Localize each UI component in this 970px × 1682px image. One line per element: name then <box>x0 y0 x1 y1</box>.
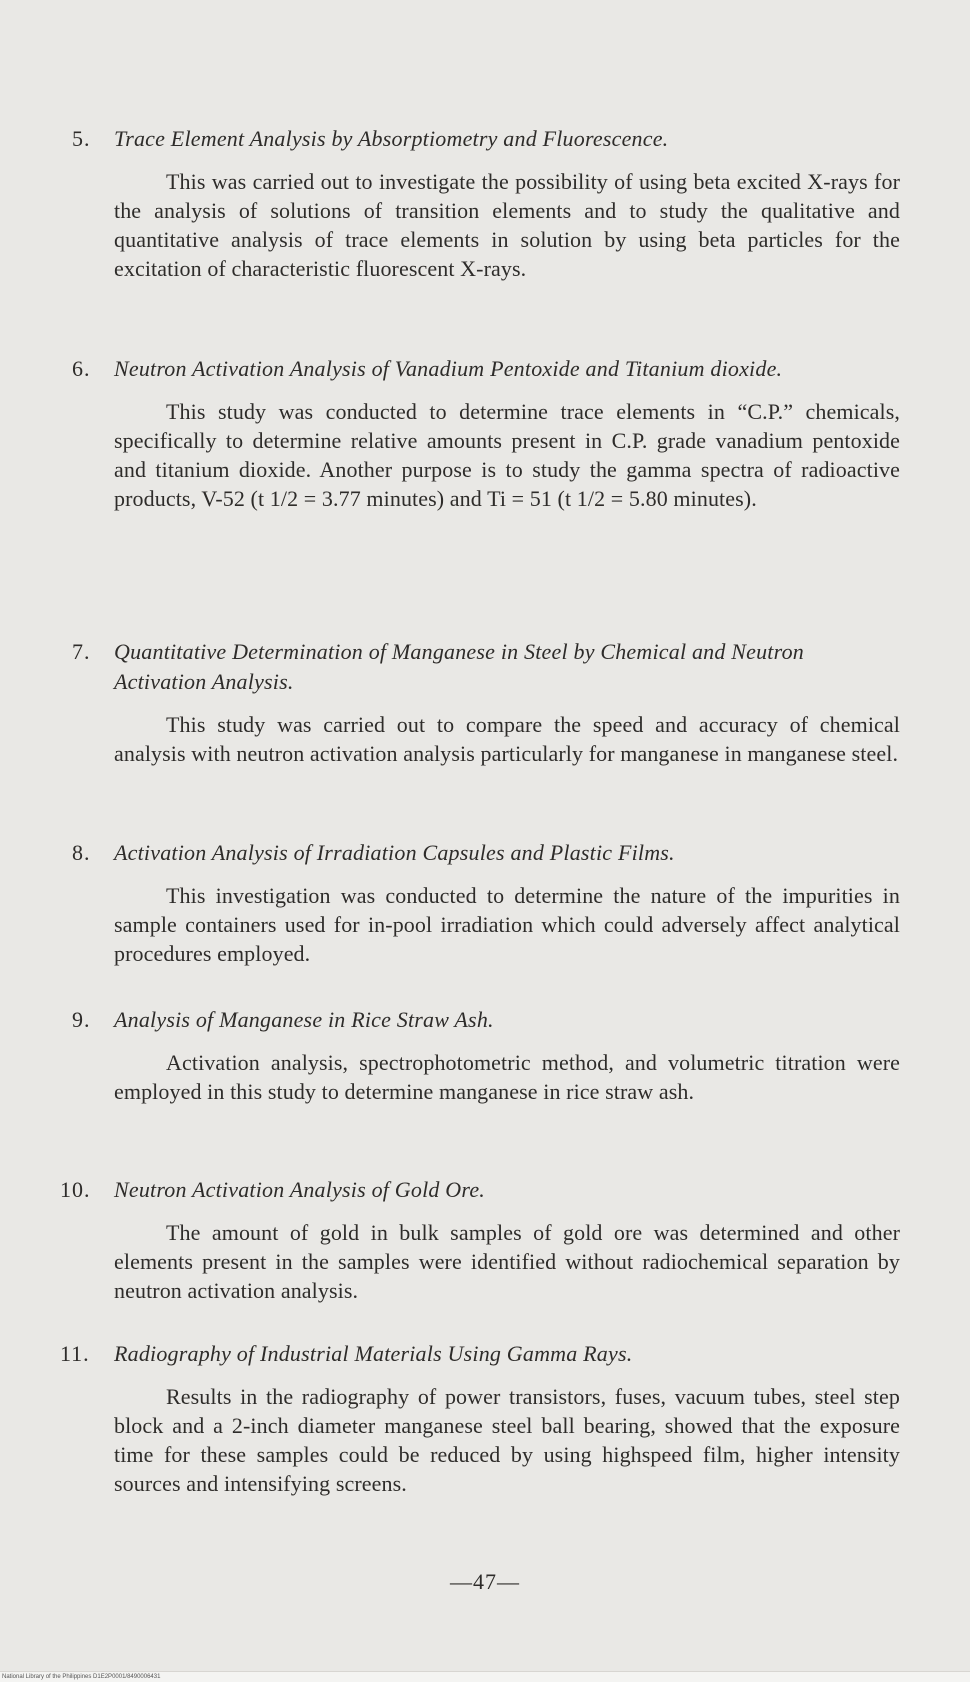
footer-bar <box>0 1671 970 1682</box>
section-heading <box>70 838 900 868</box>
section-heading <box>70 354 900 384</box>
section-title: Trace Element Analysis by Absorptiometry and Fluorescence. <box>114 126 669 151</box>
section-heading <box>70 637 900 697</box>
section-body: This was carried out to investigate the possibility of using beta excited X-rays for the analysis of solutions of transition elements and to study the qualitative and quantitative analysis of trace elements in solution by using beta particles for the excitation of characteristic fluorescent X-rays. <box>114 169 900 281</box>
section-heading <box>70 1005 900 1035</box>
section-number: 7. <box>72 639 91 664</box>
section-number: 10. <box>60 1177 91 1202</box>
section-body: The amount of gold in bulk samples of gold ore was determined and other elements present in the samples were identified without radiochemical separation by neutron activation analysis. <box>114 1220 900 1303</box>
footer-text: National Library of the Philippines D1E2P0001/8490006431 <box>2 1674 161 1680</box>
section-body: This study was carried out to compare the speed and accuracy of chemical analysis with neutron activation analysis particularly for manganese in manganese steel. <box>114 712 900 766</box>
section-title: Neutron Activation Analysis of Gold Ore. <box>114 1177 485 1202</box>
section-body: This investigation was conducted to determine the nature of the impurities in sample containers used for in-pool irradiation which could adversely affect analytical procedures employed. <box>114 883 900 966</box>
section-heading <box>60 1175 900 1205</box>
section-11 <box>60 1339 900 1498</box>
section-heading <box>60 1339 900 1369</box>
section-10 <box>60 1175 900 1305</box>
section-6 <box>70 354 900 513</box>
section-title: Quantitative Determination of Manganese in Steel by Chemical and Neutron Activation Analysis. <box>114 639 804 694</box>
section-number: 11. <box>60 1341 90 1366</box>
section-8 <box>70 838 900 968</box>
section-body: This study was conducted to determine trace elements in “C.P.” chemicals, specifically to determine relative amounts present in C.P. grade vanadium pentoxide and titanium dioxide. Another purpose is to study the gamma spectra of radioactive products, V-52 (t 1/2 = 3.77 minutes) and Ti = 51 (t 1/2 = 5.80 minutes). <box>114 399 900 511</box>
section-body: Results in the radiography of power transistors, fuses, vacuum tubes, steel step block and a 2-inch diameter manganese steel ball bearing, showed that the exposure time for these samples could be reduced by using highspeed film, higher intensity sources and intensifying screens. <box>114 1384 900 1496</box>
section-5 <box>70 124 900 283</box>
section-number: 8. <box>72 840 91 865</box>
section-title: Radiography of Industrial Materials Using Gamma Rays. <box>114 1341 633 1366</box>
section-title: Analysis of Manganese in Rice Straw Ash. <box>114 1007 494 1032</box>
section-body: Activation analysis, spectrophotometric method, and volumetric titration were employed in this study to determine manganese in rice straw ash. <box>114 1050 900 1104</box>
page-number: —47— <box>450 1569 520 1594</box>
section-9 <box>70 1005 900 1106</box>
section-title: Activation Analysis of Irradiation Capsules and Plastic Films. <box>114 840 675 865</box>
section-title: Neutron Activation Analysis of Vanadium Pentoxide and Titanium dioxide. <box>114 356 783 381</box>
section-heading <box>70 124 900 154</box>
section-number: 6. <box>72 356 91 381</box>
section-number: 9. <box>72 1007 91 1032</box>
section-number: 5. <box>72 126 91 151</box>
section-7 <box>70 637 900 768</box>
